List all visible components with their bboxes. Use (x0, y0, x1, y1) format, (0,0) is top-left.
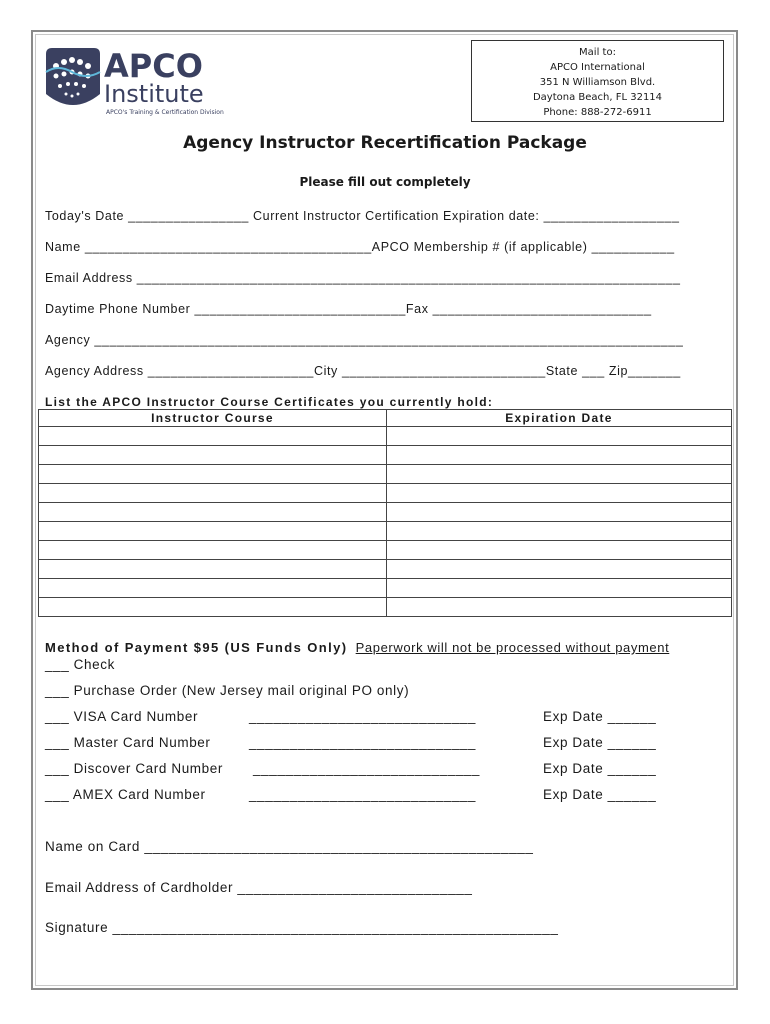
course-cell[interactable] (39, 446, 387, 465)
mastercard-number-field[interactable]: ____________________________ (249, 735, 477, 750)
mail-line: Daytona Beach, FL 32114 (532, 92, 663, 103)
amex-option[interactable]: ___ AMEX Card Number (45, 787, 206, 802)
visa-number-field[interactable]: ____________________________ (249, 709, 477, 724)
name-on-card-field[interactable]: Name on Card ________________________________________________ (45, 839, 534, 854)
expiration-cell[interactable] (387, 560, 732, 579)
certificate-row (39, 465, 732, 484)
course-cell[interactable] (39, 484, 387, 503)
address-field-row[interactable]: Agency Address ______________________City ___________________________State ___ Zip_______ (45, 364, 681, 378)
certificates-heading: List the APCO Instructor Course Certificates you currently hold: (45, 395, 494, 409)
certificate-row (39, 484, 732, 503)
purchase-order-option[interactable]: ___ Purchase Order (New Jersey mail original PO only) (45, 683, 410, 698)
expiration-cell[interactable] (387, 579, 732, 598)
svg-text:Institute: Institute (104, 80, 204, 108)
check-option[interactable]: ___ Check (45, 657, 115, 672)
expiration-cell[interactable] (387, 465, 732, 484)
svg-text:APCO's Training & Certificatio: APCO's Training & Certification Division (106, 109, 224, 116)
course-cell[interactable] (39, 465, 387, 484)
mastercard-exp-field[interactable]: Exp Date ______ (543, 735, 657, 750)
certificate-row (39, 503, 732, 522)
apco-logo (44, 44, 224, 120)
visa-option[interactable]: ___ VISA Card Number (45, 709, 199, 724)
visa-exp-field[interactable]: Exp Date ______ (543, 709, 657, 724)
agency-field-row[interactable]: Agency ______________________________________________________________________________ (45, 333, 684, 347)
course-cell[interactable] (39, 427, 387, 446)
expiration-cell[interactable] (387, 484, 732, 503)
expiration-cell[interactable] (387, 446, 732, 465)
certificate-row (39, 560, 732, 579)
discover-exp-field[interactable]: Exp Date ______ (543, 761, 657, 776)
mailing-address-box (471, 40, 724, 122)
course-cell[interactable] (39, 541, 387, 560)
mail-line: 351 N Williamson Blvd. (539, 77, 656, 88)
payment-title: Method of Payment $95 (US Funds Only) (45, 640, 348, 655)
certificate-row (39, 541, 732, 560)
certificates-table (38, 409, 732, 617)
column-header-expiration: Expiration Date (387, 410, 732, 427)
mail-line: Phone: 888-272-6911 (543, 107, 652, 118)
certificate-row (39, 598, 732, 617)
expiration-cell[interactable] (387, 541, 732, 560)
payment-note: Paperwork will not be processed without payment (355, 640, 670, 655)
expiration-cell[interactable] (387, 427, 732, 446)
mastercard-option[interactable]: ___ Master Card Number (45, 735, 211, 750)
expiration-cell[interactable] (387, 522, 732, 541)
mail-line: APCO International (550, 62, 645, 73)
expiration-cell[interactable] (387, 598, 732, 617)
course-cell[interactable] (39, 579, 387, 598)
course-cell[interactable] (39, 598, 387, 617)
svg-text:APCO: APCO (104, 47, 203, 85)
certificate-row (39, 427, 732, 446)
certificate-row (39, 522, 732, 541)
cardholder-email-field[interactable]: Email Address of Cardholder _____________________________ (45, 880, 473, 895)
expiration-cell[interactable] (387, 503, 732, 522)
page-title: Agency Instructor Recertification Package (183, 133, 587, 153)
column-header-course: Instructor Course (39, 410, 387, 427)
discover-option[interactable]: ___ Discover Card Number (45, 761, 223, 776)
page-subtitle: Please fill out completely (299, 175, 471, 189)
date-field-row[interactable]: Today's Date ________________ Current Instructor Certification Expiration date: __________________ (45, 209, 680, 223)
mail-line: Mail to: (579, 47, 616, 58)
course-cell[interactable] (39, 503, 387, 522)
amex-exp-field[interactable]: Exp Date ______ (543, 787, 657, 802)
signature-field[interactable]: Signature _______________________________________________________ (45, 920, 559, 935)
certificate-row (39, 579, 732, 598)
phone-field-row[interactable]: Daytime Phone Number ____________________________Fax _____________________________ (45, 302, 652, 316)
amex-number-field[interactable]: ____________________________ (249, 787, 477, 802)
name-field-row[interactable]: Name ______________________________________APCO Membership # (if applicable) ___________ (45, 240, 675, 254)
discover-number-field[interactable]: ____________________________ (253, 761, 481, 776)
certificate-row (39, 446, 732, 465)
course-cell[interactable] (39, 560, 387, 579)
course-cell[interactable] (39, 522, 387, 541)
email-field-row[interactable]: Email Address ________________________________________________________________________ (45, 271, 681, 285)
payment-heading (45, 640, 669, 655)
